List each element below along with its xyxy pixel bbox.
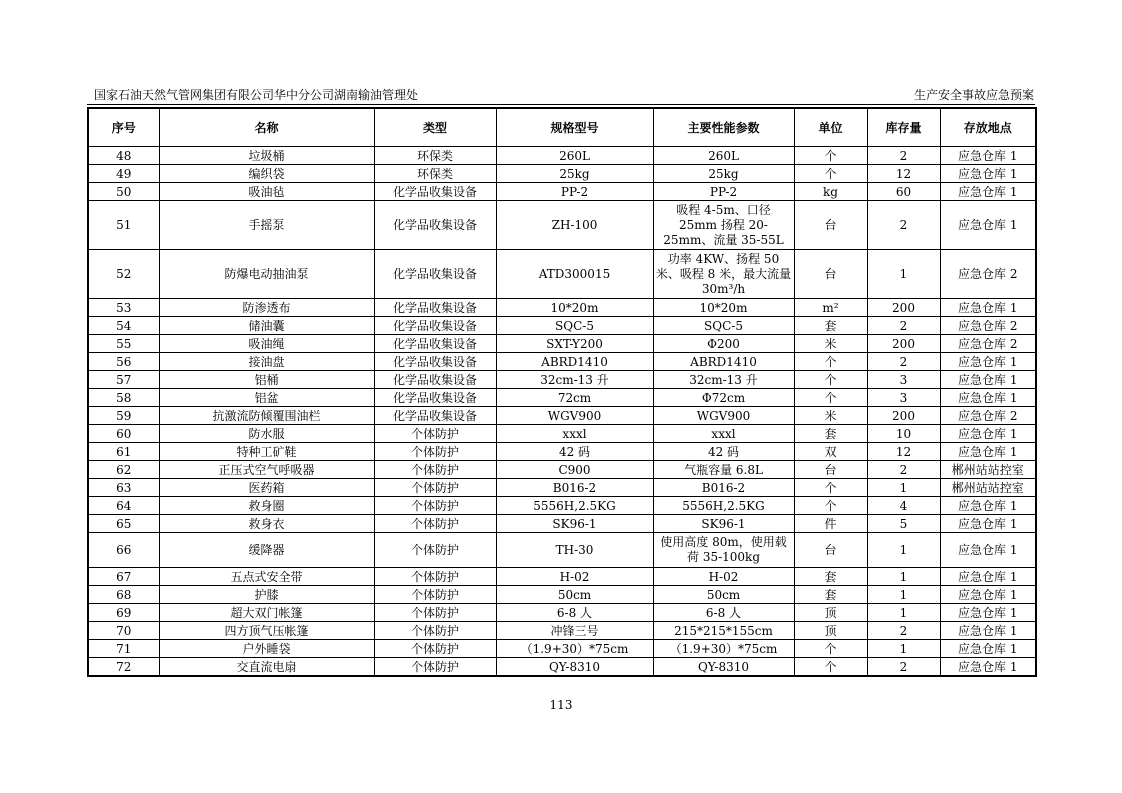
table-row	[88, 371, 1036, 389]
item-location: 应急仓库 1	[940, 425, 1036, 443]
row-number: 53	[88, 299, 159, 317]
item-spec: PP-2	[496, 183, 653, 201]
item-name: 防爆电动抽油泵	[159, 250, 374, 299]
item-params: 功率 4KW、扬程 50 米、吸程 8 米，最大流量 30m³/h	[653, 250, 794, 299]
table-row	[88, 299, 1036, 317]
item-unit: 个	[794, 479, 867, 497]
item-params: xxxl	[653, 425, 794, 443]
item-params: 10*20m	[653, 299, 794, 317]
row-number: 70	[88, 622, 159, 640]
item-params: 吸程 4-5m、口径 25mm 扬程 20-25mm、流量 35-55L	[653, 201, 794, 250]
item-type: 个体防护	[374, 515, 496, 533]
item-quantity: 10	[867, 425, 940, 443]
table-row	[88, 201, 1036, 250]
item-type: 个体防护	[374, 497, 496, 515]
item-unit: 台	[794, 533, 867, 568]
item-params: 气瓶容量 6.8L	[653, 461, 794, 479]
item-spec: B016-2	[496, 479, 653, 497]
item-unit: 双	[794, 443, 867, 461]
item-location: 郴州站站控室	[940, 479, 1036, 497]
item-params: 25kg	[653, 165, 794, 183]
item-quantity: 200	[867, 299, 940, 317]
table-row	[88, 425, 1036, 443]
item-params: QY-8310	[653, 658, 794, 677]
item-type: 化学品收集设备	[374, 371, 496, 389]
column-header: 类型	[374, 108, 496, 147]
item-name: 接油盘	[159, 353, 374, 371]
column-header: 规格型号	[496, 108, 653, 147]
table-row	[88, 183, 1036, 201]
column-header: 主要性能参数	[653, 108, 794, 147]
item-spec: 32cm-13 升	[496, 371, 653, 389]
item-name: 吸油绳	[159, 335, 374, 353]
item-quantity: 5	[867, 515, 940, 533]
item-spec: 5556H,2.5KG	[496, 497, 653, 515]
header-rule	[87, 104, 1035, 105]
row-number: 72	[88, 658, 159, 677]
item-spec: xxxl	[496, 425, 653, 443]
item-params: 260L	[653, 147, 794, 165]
item-name: 医药箱	[159, 479, 374, 497]
item-spec: TH-30	[496, 533, 653, 568]
item-params: 6-8 人	[653, 604, 794, 622]
item-quantity: 1	[867, 479, 940, 497]
item-location: 应急仓库 1	[940, 201, 1036, 250]
item-unit: 个	[794, 371, 867, 389]
item-name: 手摇泵	[159, 201, 374, 250]
table-row	[88, 250, 1036, 299]
equipment-table	[87, 107, 1037, 677]
item-name: 铝桶	[159, 371, 374, 389]
item-spec: 冲锋三号	[496, 622, 653, 640]
item-quantity: 12	[867, 443, 940, 461]
item-unit: 个	[794, 165, 867, 183]
row-number: 61	[88, 443, 159, 461]
item-name: 救身圈	[159, 497, 374, 515]
row-number: 65	[88, 515, 159, 533]
item-name: 正压式空气呼吸器	[159, 461, 374, 479]
item-params: （1.9+30）*75cm	[653, 640, 794, 658]
item-params: 使用高度 80m，使用载荷 35-100kg	[653, 533, 794, 568]
item-spec: SQC-5	[496, 317, 653, 335]
column-header: 序号	[88, 108, 159, 147]
table-row	[88, 443, 1036, 461]
item-location: 应急仓库 1	[940, 568, 1036, 586]
item-type: 个体防护	[374, 568, 496, 586]
table-row	[88, 658, 1036, 677]
item-type: 化学品收集设备	[374, 317, 496, 335]
item-name: 吸油毡	[159, 183, 374, 201]
row-number: 54	[88, 317, 159, 335]
item-spec: （1.9+30）*75cm	[496, 640, 653, 658]
item-name: 铝盆	[159, 389, 374, 407]
row-number: 48	[88, 147, 159, 165]
item-spec: WGV900	[496, 407, 653, 425]
item-type: 环保类	[374, 165, 496, 183]
item-unit: 米	[794, 407, 867, 425]
item-quantity: 2	[867, 353, 940, 371]
item-type: 化学品收集设备	[374, 250, 496, 299]
item-quantity: 2	[867, 317, 940, 335]
item-unit: kg	[794, 183, 867, 201]
item-spec: 42 码	[496, 443, 653, 461]
item-unit: 台	[794, 201, 867, 250]
item-params: 215*215*155cm	[653, 622, 794, 640]
item-spec: 10*20m	[496, 299, 653, 317]
table-row	[88, 622, 1036, 640]
item-params: ABRD1410	[653, 353, 794, 371]
item-name: 储油囊	[159, 317, 374, 335]
item-params: Φ72cm	[653, 389, 794, 407]
item-location: 应急仓库 1	[940, 183, 1036, 201]
item-params: PP-2	[653, 183, 794, 201]
item-quantity: 1	[867, 533, 940, 568]
table-row	[88, 640, 1036, 658]
item-quantity: 1	[867, 250, 940, 299]
row-number: 68	[88, 586, 159, 604]
item-type: 个体防护	[374, 658, 496, 677]
row-number: 51	[88, 201, 159, 250]
item-spec: ABRD1410	[496, 353, 653, 371]
table-header-row	[88, 108, 1036, 147]
item-spec: 50cm	[496, 586, 653, 604]
item-name: 特种工矿鞋	[159, 443, 374, 461]
item-spec: SXT-Y200	[496, 335, 653, 353]
item-name: 户外睡袋	[159, 640, 374, 658]
item-unit: 套	[794, 425, 867, 443]
item-unit: 顶	[794, 622, 867, 640]
item-location: 应急仓库 1	[940, 147, 1036, 165]
item-unit: 个	[794, 640, 867, 658]
item-location: 应急仓库 1	[940, 299, 1036, 317]
item-name: 交直流电扇	[159, 658, 374, 677]
item-type: 个体防护	[374, 604, 496, 622]
item-spec: 72cm	[496, 389, 653, 407]
table-row	[88, 353, 1036, 371]
item-params: 32cm-13 升	[653, 371, 794, 389]
table-row	[88, 335, 1036, 353]
table-row	[88, 461, 1036, 479]
item-type: 个体防护	[374, 443, 496, 461]
item-spec: 25kg	[496, 165, 653, 183]
row-number: 58	[88, 389, 159, 407]
item-params: 50cm	[653, 586, 794, 604]
item-params: SK96-1	[653, 515, 794, 533]
item-quantity: 2	[867, 201, 940, 250]
item-quantity: 12	[867, 165, 940, 183]
item-name: 防水服	[159, 425, 374, 443]
item-unit: 台	[794, 250, 867, 299]
item-params: 42 码	[653, 443, 794, 461]
item-type: 化学品收集设备	[374, 335, 496, 353]
item-quantity: 2	[867, 622, 940, 640]
item-location: 应急仓库 2	[940, 335, 1036, 353]
item-location: 应急仓库 1	[940, 497, 1036, 515]
row-number: 57	[88, 371, 159, 389]
table-row	[88, 479, 1036, 497]
item-type: 个体防护	[374, 479, 496, 497]
item-unit: m²	[794, 299, 867, 317]
item-unit: 套	[794, 586, 867, 604]
row-number: 63	[88, 479, 159, 497]
item-spec: C900	[496, 461, 653, 479]
table-row	[88, 165, 1036, 183]
item-type: 化学品收集设备	[374, 407, 496, 425]
column-header: 库存量	[867, 108, 940, 147]
row-number: 55	[88, 335, 159, 353]
item-name: 四方顶气压帐篷	[159, 622, 374, 640]
item-type: 个体防护	[374, 425, 496, 443]
item-type: 化学品收集设备	[374, 299, 496, 317]
table-row	[88, 389, 1036, 407]
table-row	[88, 147, 1036, 165]
item-location: 应急仓库 1	[940, 443, 1036, 461]
item-spec: ZH-100	[496, 201, 653, 250]
item-unit: 台	[794, 461, 867, 479]
item-location: 应急仓库 1	[940, 533, 1036, 568]
item-spec: H-02	[496, 568, 653, 586]
item-unit: 个	[794, 658, 867, 677]
item-quantity: 4	[867, 497, 940, 515]
item-params: SQC-5	[653, 317, 794, 335]
item-quantity: 2	[867, 658, 940, 677]
item-type: 化学品收集设备	[374, 201, 496, 250]
item-spec: 6-8 人	[496, 604, 653, 622]
table-row	[88, 604, 1036, 622]
item-location: 应急仓库 1	[940, 604, 1036, 622]
item-unit: 套	[794, 317, 867, 335]
item-location: 应急仓库 2	[940, 407, 1036, 425]
page-number: 113	[549, 698, 573, 712]
table-row	[88, 497, 1036, 515]
item-type: 化学品收集设备	[374, 389, 496, 407]
item-unit: 个	[794, 147, 867, 165]
item-name: 护膝	[159, 586, 374, 604]
row-number: 50	[88, 183, 159, 201]
row-number: 52	[88, 250, 159, 299]
item-location: 应急仓库 1	[940, 371, 1036, 389]
item-type: 化学品收集设备	[374, 183, 496, 201]
item-name: 垃圾桶	[159, 147, 374, 165]
item-unit: 顶	[794, 604, 867, 622]
item-params: WGV900	[653, 407, 794, 425]
item-location: 应急仓库 1	[940, 622, 1036, 640]
item-unit: 个	[794, 389, 867, 407]
item-quantity: 200	[867, 335, 940, 353]
item-unit: 个	[794, 497, 867, 515]
column-header: 名称	[159, 108, 374, 147]
item-type: 个体防护	[374, 533, 496, 568]
item-type: 化学品收集设备	[374, 353, 496, 371]
item-params: H-02	[653, 568, 794, 586]
item-name: 抗激流防倾覆围油栏	[159, 407, 374, 425]
item-location: 应急仓库 1	[940, 640, 1036, 658]
item-quantity: 1	[867, 586, 940, 604]
item-quantity: 1	[867, 604, 940, 622]
item-name: 五点式安全带	[159, 568, 374, 586]
table-row	[88, 515, 1036, 533]
item-type: 个体防护	[374, 586, 496, 604]
row-number: 69	[88, 604, 159, 622]
item-name: 救身衣	[159, 515, 374, 533]
row-number: 71	[88, 640, 159, 658]
header-organization: 国家石油天然气管网集团有限公司华中分公司湖南输油管理处	[94, 88, 419, 102]
table-row	[88, 586, 1036, 604]
row-number: 67	[88, 568, 159, 586]
item-type: 个体防护	[374, 640, 496, 658]
item-params: 5556H,2.5KG	[653, 497, 794, 515]
item-spec: QY-8310	[496, 658, 653, 677]
item-location: 应急仓库 2	[940, 250, 1036, 299]
item-quantity: 1	[867, 640, 940, 658]
item-location: 应急仓库 1	[940, 165, 1036, 183]
item-quantity: 60	[867, 183, 940, 201]
row-number: 64	[88, 497, 159, 515]
column-header: 单位	[794, 108, 867, 147]
item-type: 个体防护	[374, 461, 496, 479]
row-number: 49	[88, 165, 159, 183]
item-quantity: 200	[867, 407, 940, 425]
table-row	[88, 568, 1036, 586]
item-name: 编织袋	[159, 165, 374, 183]
item-spec: 260L	[496, 147, 653, 165]
item-params: B016-2	[653, 479, 794, 497]
column-header: 存放地点	[940, 108, 1036, 147]
item-location: 郴州站站控室	[940, 461, 1036, 479]
item-location: 应急仓库 1	[940, 515, 1036, 533]
row-number: 62	[88, 461, 159, 479]
item-quantity: 1	[867, 568, 940, 586]
row-number: 56	[88, 353, 159, 371]
row-number: 59	[88, 407, 159, 425]
table-body	[88, 147, 1036, 677]
table-row	[88, 407, 1036, 425]
row-number: 66	[88, 533, 159, 568]
row-number: 60	[88, 425, 159, 443]
item-location: 应急仓库 1	[940, 353, 1036, 371]
item-spec: ATD300015	[496, 250, 653, 299]
item-location: 应急仓库 1	[940, 586, 1036, 604]
item-unit: 件	[794, 515, 867, 533]
item-location: 应急仓库 2	[940, 317, 1036, 335]
item-quantity: 2	[867, 147, 940, 165]
item-quantity: 2	[867, 461, 940, 479]
item-name: 超大双门帐篷	[159, 604, 374, 622]
item-unit: 米	[794, 335, 867, 353]
item-name: 缓降器	[159, 533, 374, 568]
item-location: 应急仓库 1	[940, 658, 1036, 677]
table-row	[88, 533, 1036, 568]
item-name: 防渗透布	[159, 299, 374, 317]
table-row	[88, 317, 1036, 335]
item-unit: 个	[794, 353, 867, 371]
item-unit: 套	[794, 568, 867, 586]
item-type: 环保类	[374, 147, 496, 165]
item-location: 应急仓库 1	[940, 389, 1036, 407]
header-document-title: 生产安全事故应急预案	[913, 88, 1034, 102]
item-spec: SK96-1	[496, 515, 653, 533]
item-quantity: 3	[867, 389, 940, 407]
item-params: Φ200	[653, 335, 794, 353]
item-quantity: 3	[867, 371, 940, 389]
item-type: 个体防护	[374, 622, 496, 640]
